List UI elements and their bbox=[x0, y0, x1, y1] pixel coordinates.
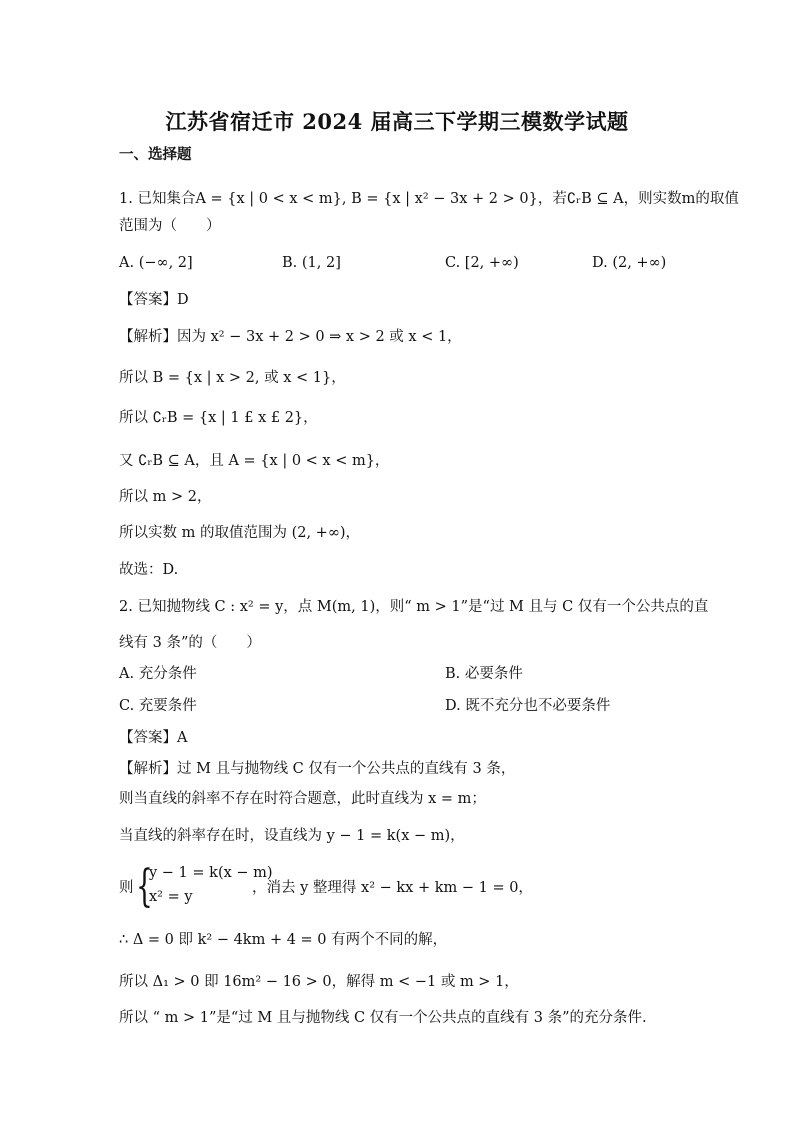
q1-answer: 【答案】D bbox=[119, 292, 189, 308]
q1-analysis-line: 又 ∁ᵣB ⊆ A，且 A = {x | 0 < x < m}， bbox=[119, 453, 390, 469]
q1-analysis-line: 所以实数 m 的取值范围为 (2, +∞)， bbox=[119, 525, 361, 541]
equation-system bbox=[119, 862, 619, 912]
q2-stem-line-2: 线有 3 条”的（ ） bbox=[119, 635, 261, 651]
q1-analysis-line: 故选：D. bbox=[119, 562, 179, 578]
system-prefix: 则 bbox=[119, 880, 134, 896]
q1-option-b: B. (1, 2] bbox=[282, 255, 341, 271]
q2-stem-line-1: 2. 已知抛物线 C : x² = y，点 M(m, 1)，则“ m > 1”是“过 M 且与 C 仅有一个公共点的直 bbox=[119, 599, 709, 615]
q1-analysis-line: 【解析】因为 x² − 3x + 2 > 0 ⇒ x > 2 或 x < 1， bbox=[119, 329, 462, 345]
system-tail: ，消去 y 整理得 x² − kx + km − 1 = 0， bbox=[252, 880, 533, 896]
q2-analysis-line: 【解析】过 M 且与抛物线 C 仅有一个公共点的直线有 3 条， bbox=[119, 761, 516, 777]
q2-analysis-line: ∴ Δ = 0 即 k² − 4km + 4 = 0 有两个不同的解， bbox=[119, 932, 448, 948]
q2-analysis-line: 所以 Δ₁ > 0 即 16m² − 16 > 0，解得 m < −1 或 m > 1， bbox=[119, 974, 519, 990]
q1-analysis-line: 所以 ∁ᵣB = {x | 1 £ x £ 2}， bbox=[119, 410, 318, 426]
q1-stem-line-2: 范围为（ ） bbox=[119, 218, 221, 234]
q2-analysis-line: 所以 “ m > 1”是“过 M 且与抛物线 C 仅有一个公共点的直线有 3 条”的充分条件. bbox=[119, 1010, 647, 1026]
q1-option-c: C. [2, +∞) bbox=[445, 255, 519, 271]
q2-answer: 【答案】A bbox=[119, 730, 188, 746]
system-equation-1: y − 1 = k(x − m) bbox=[149, 865, 273, 881]
system-equation-2: x² = y bbox=[149, 889, 193, 905]
q2-analysis-line: 当直线的斜率存在时，设直线为 y − 1 = k(x − m)， bbox=[119, 828, 465, 844]
q2-option-a: A. 充分条件 bbox=[119, 666, 197, 682]
section-heading: 一、选择题 bbox=[119, 146, 192, 163]
q2-option-b: B. 必要条件 bbox=[445, 666, 523, 682]
q2-option-c: C. 充要条件 bbox=[119, 698, 197, 714]
left-brace: { bbox=[136, 861, 153, 912]
q1-stem-line-1: 1. 已知集合A = {x | 0 < x < m}, B = {x | x² − 3x + 2 > 0}，若∁ᵣB ⊆ A，则实数m的取值 bbox=[119, 191, 739, 207]
q1-analysis-line: 所以 B = {x | x > 2, 或 x < 1}， bbox=[119, 370, 346, 386]
q2-analysis-line: 则当直线的斜率不存在时符合题意，此时直线为 x = m； bbox=[119, 791, 486, 807]
q1-option-a: A. (−∞, 2] bbox=[119, 255, 193, 271]
page-title: 江苏省宿迁市 2024 届高三下学期三模数学试题 bbox=[165, 109, 629, 134]
q1-option-d: D. (2, +∞) bbox=[592, 255, 667, 271]
q2-option-d: D. 既不充分也不必要条件 bbox=[445, 698, 611, 714]
q1-analysis-line: 所以 m > 2， bbox=[119, 489, 212, 505]
